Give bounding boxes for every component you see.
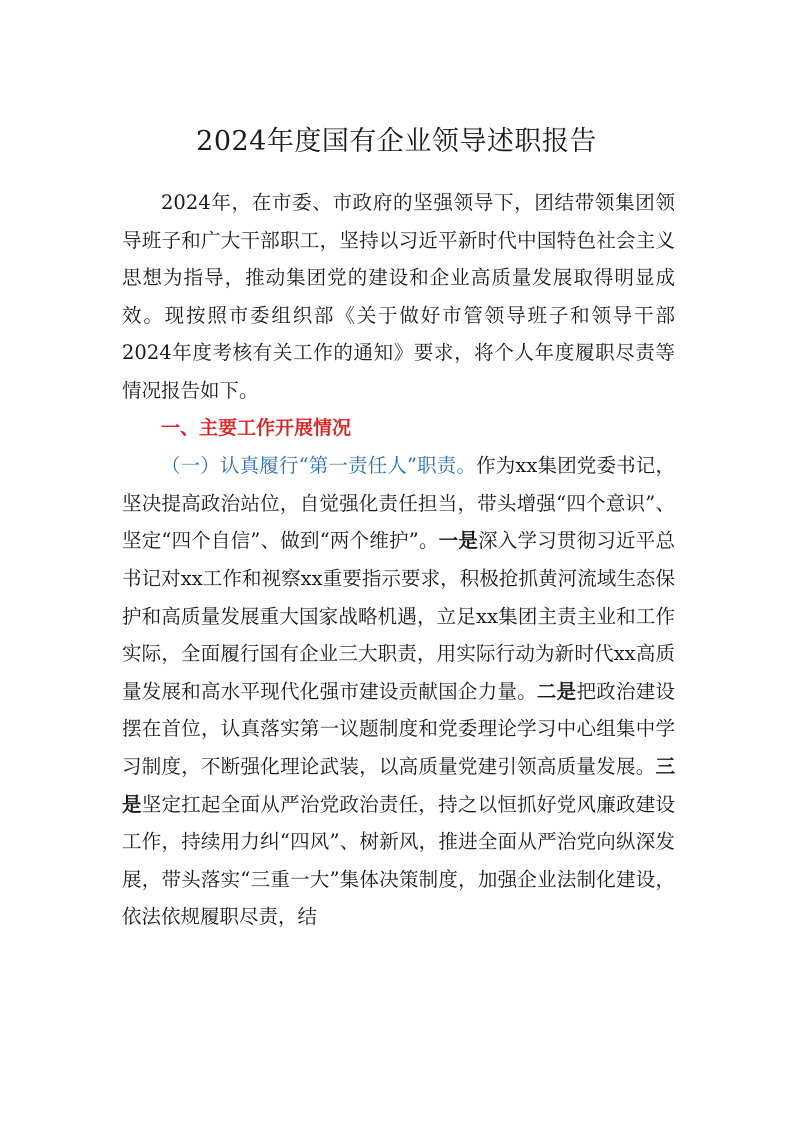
document-body [122, 184, 675, 936]
paragraph-text-c: 把政治建设摆在首位，认真落实第一议题制度和党委理论学习中心组集中学习制度，不断强化理论武装，以高质量党建引领高质量发展。 [122, 679, 675, 778]
section-paragraph-first-responsibility [122, 447, 675, 936]
subsection-heading-first-responsibility: （一）认真履行“第一责任人”职责。 [161, 454, 477, 478]
point-label-2: 二是 [536, 679, 577, 703]
document-title: 2024年度国有企业领导述职报告 [196, 126, 597, 157]
paragraph-text-d: 坚定扛起全面从严治党政治责任，持之以恒抓好党风廉政建设工作，持续用力纠“四风”、树新风，推进全面从严治党向纵深发展，带头落实“三重一大”集体决策制度，加强企业法制化建设，依法依规履职尽责，结 [122, 792, 675, 929]
paragraph-text-b: 深入学习贯彻习近平总书记对xx工作和视察xx重要指示要求，积极抢抓黄河流域生态保护和高质量发展重大国家战略机遇，立足xx集团主责主业和工作实际，全面履行国有企业三大职责，用实际行动为新时代xx高质量发展和高水平现代化强市建设贡献国企力量。 [122, 529, 675, 703]
intro-paragraph: 2024年，在市委、市政府的坚强领导下，团结带领集团领导班子和广大干部职工，坚持以习近平新时代中国特色社会主义思想为指导，推动集团党的建设和企业高质量发展取得明显成效。现按照市委组织部《关于做好市管领导班子和领导干部2024年度考核有关工作的通知》要求，将个人年度履职尽责等情况报告如下。 [122, 191, 675, 402]
point-label-1: 一是 [438, 529, 479, 553]
paragraph-text-a: 作为xx集团党委书记，坚决提高政治站位，自觉强化责任担当，带头增强“四个意识”、坚定“四个自信”、做到“两个维护”。 [122, 454, 675, 553]
point-label-3: 三是 [122, 754, 675, 816]
section-heading-main-work: 一、主要工作开展情况 [161, 416, 352, 439]
